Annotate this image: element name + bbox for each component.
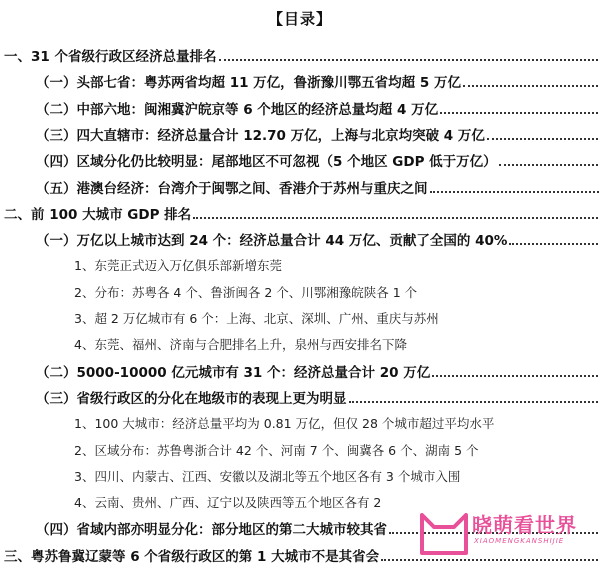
toc-entry-level-3[interactable] <box>0 465 600 487</box>
toc-entry-text: 3、四川、内蒙古、江西、安徽以及湖北等五个地区各有 3 个城市入围 <box>74 468 461 484</box>
toc-entry-level-2[interactable] <box>0 386 600 408</box>
toc-entry-level-3[interactable] <box>0 333 600 355</box>
dot-leader <box>440 112 600 114</box>
cat-ears-logo-icon <box>416 501 472 559</box>
toc-entry-text: 2、区域分布：苏鲁粤浙合计 42 个、河南 7 个、闽冀各 6 个、湖南 5 个 <box>74 442 479 458</box>
toc-entry-level-1[interactable] <box>0 202 600 224</box>
toc-entry-text: （三）省级行政区的分化在地级市的表现上更为明显 <box>36 390 347 407</box>
toc-entry-text: （一）头部七省：粤苏两省均超 11 万亿，鲁浙豫川鄂五省均超 5 万亿 <box>36 75 461 92</box>
toc-entry-text: 4、东莞、福州、济南与合肥排名上升，泉州与西安排名下降 <box>74 337 407 353</box>
toc-entry-text: 1、东莞正式迈入万亿俱乐部新增东莞 <box>74 258 282 274</box>
toc-entry-level-2[interactable] <box>0 97 600 119</box>
toc-entry-text: （四）区域分化仍比较明显：尾部地区不可忽视（5 个地区 GDP 低于万亿） <box>36 154 497 171</box>
toc-entry-text: （三）四大直辖市：经济总量合计 12.70 万亿，上海与北京均突破 4 万亿 <box>36 127 485 144</box>
dot-leader <box>432 375 600 377</box>
toc-entry-level-2[interactable] <box>0 70 600 92</box>
toc-entry-text: 2、分布：苏粤各 4 个、鲁浙闽各 2 个、川鄂湘豫皖陕各 1 个 <box>74 284 418 300</box>
watermark-subtext: XIAOMENGKANSHIJIE <box>474 537 565 545</box>
watermark <box>416 501 596 559</box>
toc-entry-level-2[interactable] <box>0 360 600 382</box>
watermark-text: 晓萌看世界 <box>472 513 577 537</box>
toc-entry-text: （四）省域内部亦明显分化：部分地区的第二大城市较其省 <box>36 522 387 539</box>
toc-entry-level-3[interactable] <box>0 439 600 461</box>
dot-leader <box>430 191 600 193</box>
toc-entry-text: 4、云南、贵州、广西、辽宁以及陕西等五个地区各有 2 <box>74 495 382 511</box>
dot-leader <box>193 217 600 219</box>
toc-entry-text: （二）中部六地：闽湘冀沪皖京等 6 个地区的经济总量均超 4 万亿 <box>36 101 439 118</box>
dot-leader <box>349 401 600 403</box>
toc-entry-level-3[interactable] <box>0 281 600 303</box>
toc-entry-level-3[interactable] <box>0 307 600 329</box>
dot-leader <box>499 164 600 166</box>
toc-entry-level-2[interactable] <box>0 228 600 250</box>
toc-entry-text: （一）万亿以上城市达到 24 个：经济总量合计 44 万亿、贡献了全国的 40% <box>36 233 508 250</box>
toc-entry-text: 1、100 大城市：经济总量平均为 0.81 万亿，但仅 28 个城市超过平均水平 <box>74 416 495 432</box>
toc-entry-text: 一、31 个省级行政区经济总量排名 <box>4 49 217 65</box>
dot-leader <box>509 243 600 245</box>
toc-entry-level-3[interactable] <box>0 254 600 276</box>
toc-entry-text: （五）港澳台经济：台湾介于闽鄂之间、香港介于苏州与重庆之间 <box>36 180 428 197</box>
toc-entry-text: （二）5000-10000 亿元城市有 31 个：经济总量合计 20 万亿 <box>36 364 431 381</box>
toc-entry-text: 三、粤苏鲁冀辽蒙等 6 个省级行政区的第 1 大城市不是其省会 <box>4 548 380 565</box>
dot-leader <box>487 138 600 140</box>
toc-entry-text: 二、前 100 大城市 GDP 排名 <box>4 206 192 223</box>
toc-title: 【目录】 <box>267 10 332 28</box>
toc-entry-level-2[interactable] <box>0 176 600 198</box>
toc-entry-level-2[interactable] <box>0 149 600 171</box>
dot-leader <box>219 59 600 61</box>
dot-leader <box>463 85 600 87</box>
toc-entry-level-3[interactable] <box>0 412 600 434</box>
toc-entry-text: 3、超 2 万亿城市有 6 个：上海、北京、深圳、广州、重庆与苏州 <box>74 311 439 326</box>
toc-entry-level-2[interactable] <box>0 123 600 145</box>
toc-entry-level-1[interactable] <box>0 44 600 66</box>
